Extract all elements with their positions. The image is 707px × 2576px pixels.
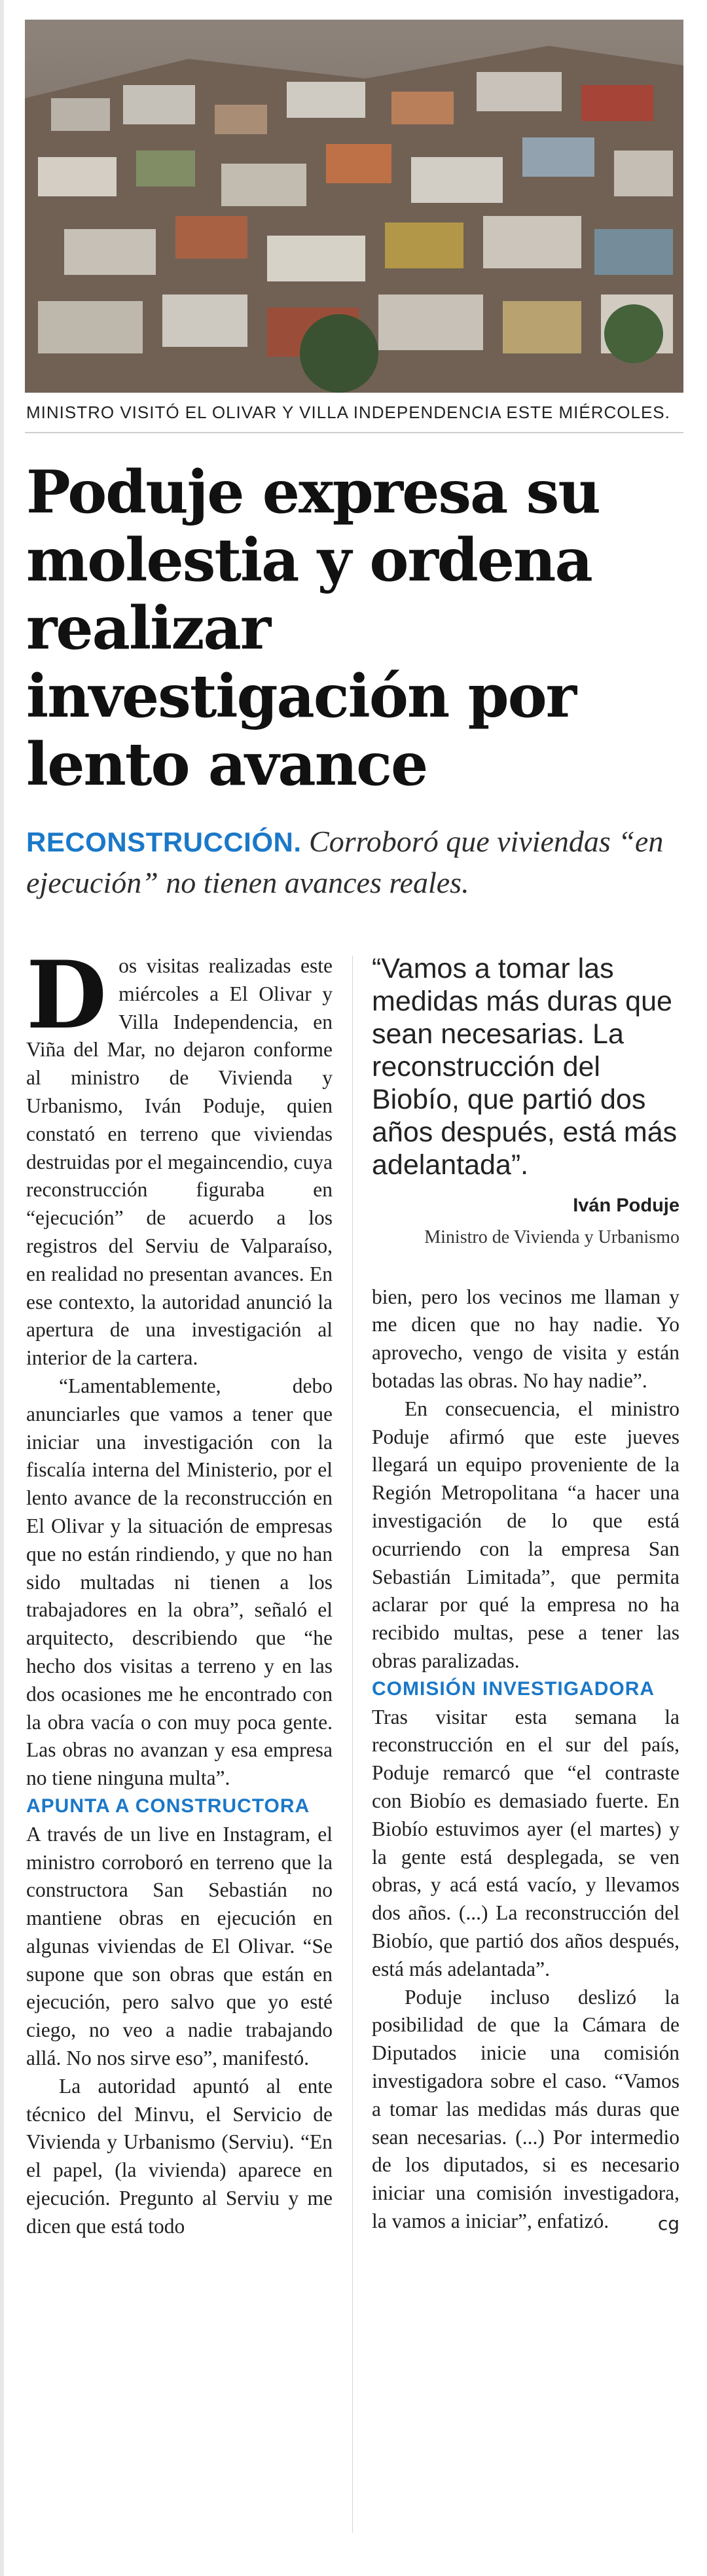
- article-paragraph: [26, 941, 333, 1372]
- deck: [26, 821, 687, 903]
- scan-edge: [0, 0, 4, 2576]
- quote-role: Ministro de Vivienda y Urbanismo: [424, 1226, 680, 1247]
- pull-quote-block: [372, 952, 680, 1252]
- quote-author: Iván Poduje: [573, 1195, 680, 1216]
- hillside-houses-photo: [25, 20, 683, 393]
- subhead-constructora: APUNTA A CONSTRUCTORA: [26, 1795, 310, 1817]
- article-paragraph: A través de un live en Instagram, el ministro corroboró en terreno que la constructora San Sebastián no mantiene obras en ejecución en algunas viviendas de El Olivar. “Se supone que son obras que están en ejecución, pero salvo que yo esté ciego, no veo a nadie trabajando allá. No nos sirve eso”, manifestó.: [26, 1822, 333, 2070]
- article-paragraph: [372, 1984, 680, 2236]
- paragraph-text: Poduje incluso deslizó la posibilidad de que la Cámara de Diputados inicie una comisión investigadora sobre el caso. “Vamos a tomar las medidas más duras que sean necesarias. (...) Por intermedio de los diputados, si es necesario iniciar una comisión investigadora, la vamos a iniciar”, enfatizó.: [372, 1985, 680, 2232]
- dropcap: D: [26, 941, 107, 1050]
- photo-caption: MINISTRO VISITÓ EL OLIVAR Y VILLA INDEPENDENCIA ESTE MIÉRCOLES.: [26, 402, 670, 422]
- deck-kicker: RECONSTRUCCIÓN.: [26, 827, 302, 857]
- headline: Poduje expresa su molestia y ordena realizar investigación por lento avance: [26, 457, 600, 799]
- subhead-comision: COMISIÓN INVESTIGADORA: [372, 1677, 655, 1700]
- paragraph-text: os visitas realizadas este miércoles a El Olivar y Villa Independencia, en Viña del Mar, no dejaron conforme al ministro de Vivienda y Urbanismo, Iván Poduje, quien constató en terreno que viviendas destruidas por el megaincendio, cuya reconstrucción figuraba en “ejecución” de acuerdo a los registros del Serviu de Valparaíso, en realidad no presentan avances. En ese contexto, la autoridad anunció la apertura de una investigación al interior de la cartera.: [26, 954, 333, 1370]
- pull-quote: “Vamos a tomar las medidas más duras que sean necesarias. La reconstrucción del Biobío, que partió dos años después, está más adelantada”.: [372, 953, 678, 1181]
- deck-text: Corroboró que viviendas “en ejecución” no tienen avances reales.: [26, 825, 664, 899]
- photo-illustration: [25, 20, 683, 393]
- article-column-right: [372, 952, 680, 2238]
- article-paragraph: En consecuencia, el ministro Poduje afirmó que este jueves llegará un equipo proveniente de la Región Metropolitana “a hacer una investigación de lo que está ocurriendo con la empresa San Sebastián Limitada”, que permita aclarar por qué la empresa no ha recibido multas, pese a tener las obras paralizadas.: [372, 1397, 680, 1672]
- article-paragraph: bien, pero los vecinos me llaman y me dicen que no hay nadie. Yo aprovecho, vengo de visita y están botadas las obras. No hay nadie”.: [372, 1285, 680, 1392]
- end-mark: cg: [657, 2212, 680, 2234]
- article-paragraph: “Lamentablemente, debo anunciarles que vamos a tener que iniciar una investigación con la fiscalía interna del Ministerio, por el lento avance de la reconstrucción en El Olivar y la situación de empresas que no están rindiendo, y que no han sido multadas ni tienen a los trabajadores en la obra”, señaló el arquitecto, describiendo que “he hecho dos visitas a terreno y en las dos ocasiones me he encontrado con la obra vacía o con muy poca gente. Las obras no avanzan y esa empresa no tiene ninguna multa”.: [26, 1374, 333, 1790]
- article-paragraph: Tras visitar esta semana la reconstrucción en el sur del país, Poduje remarcó que “el contraste con Biobío es demasiado fuerte. En Biobío estuvimos ayer (el martes) y la gente está desplegada, se ven obras, y acá está vacío, y llevamos dos años. (...) La reconstrucción del Biobío, que partió dos años después, está más adelantada”.: [372, 1705, 680, 1980]
- column-divider: [352, 956, 353, 2533]
- article-column-left: [26, 941, 333, 2241]
- article-paragraph: La autoridad apuntó al ente técnico del Minvu, el Servicio de Vivienda y Urbanismo (Serviu). “En el papel, (la vivienda) aparece en ejecución. Pregunto al Serviu y me dicen que está todo: [26, 2074, 333, 2238]
- divider: [25, 432, 683, 433]
